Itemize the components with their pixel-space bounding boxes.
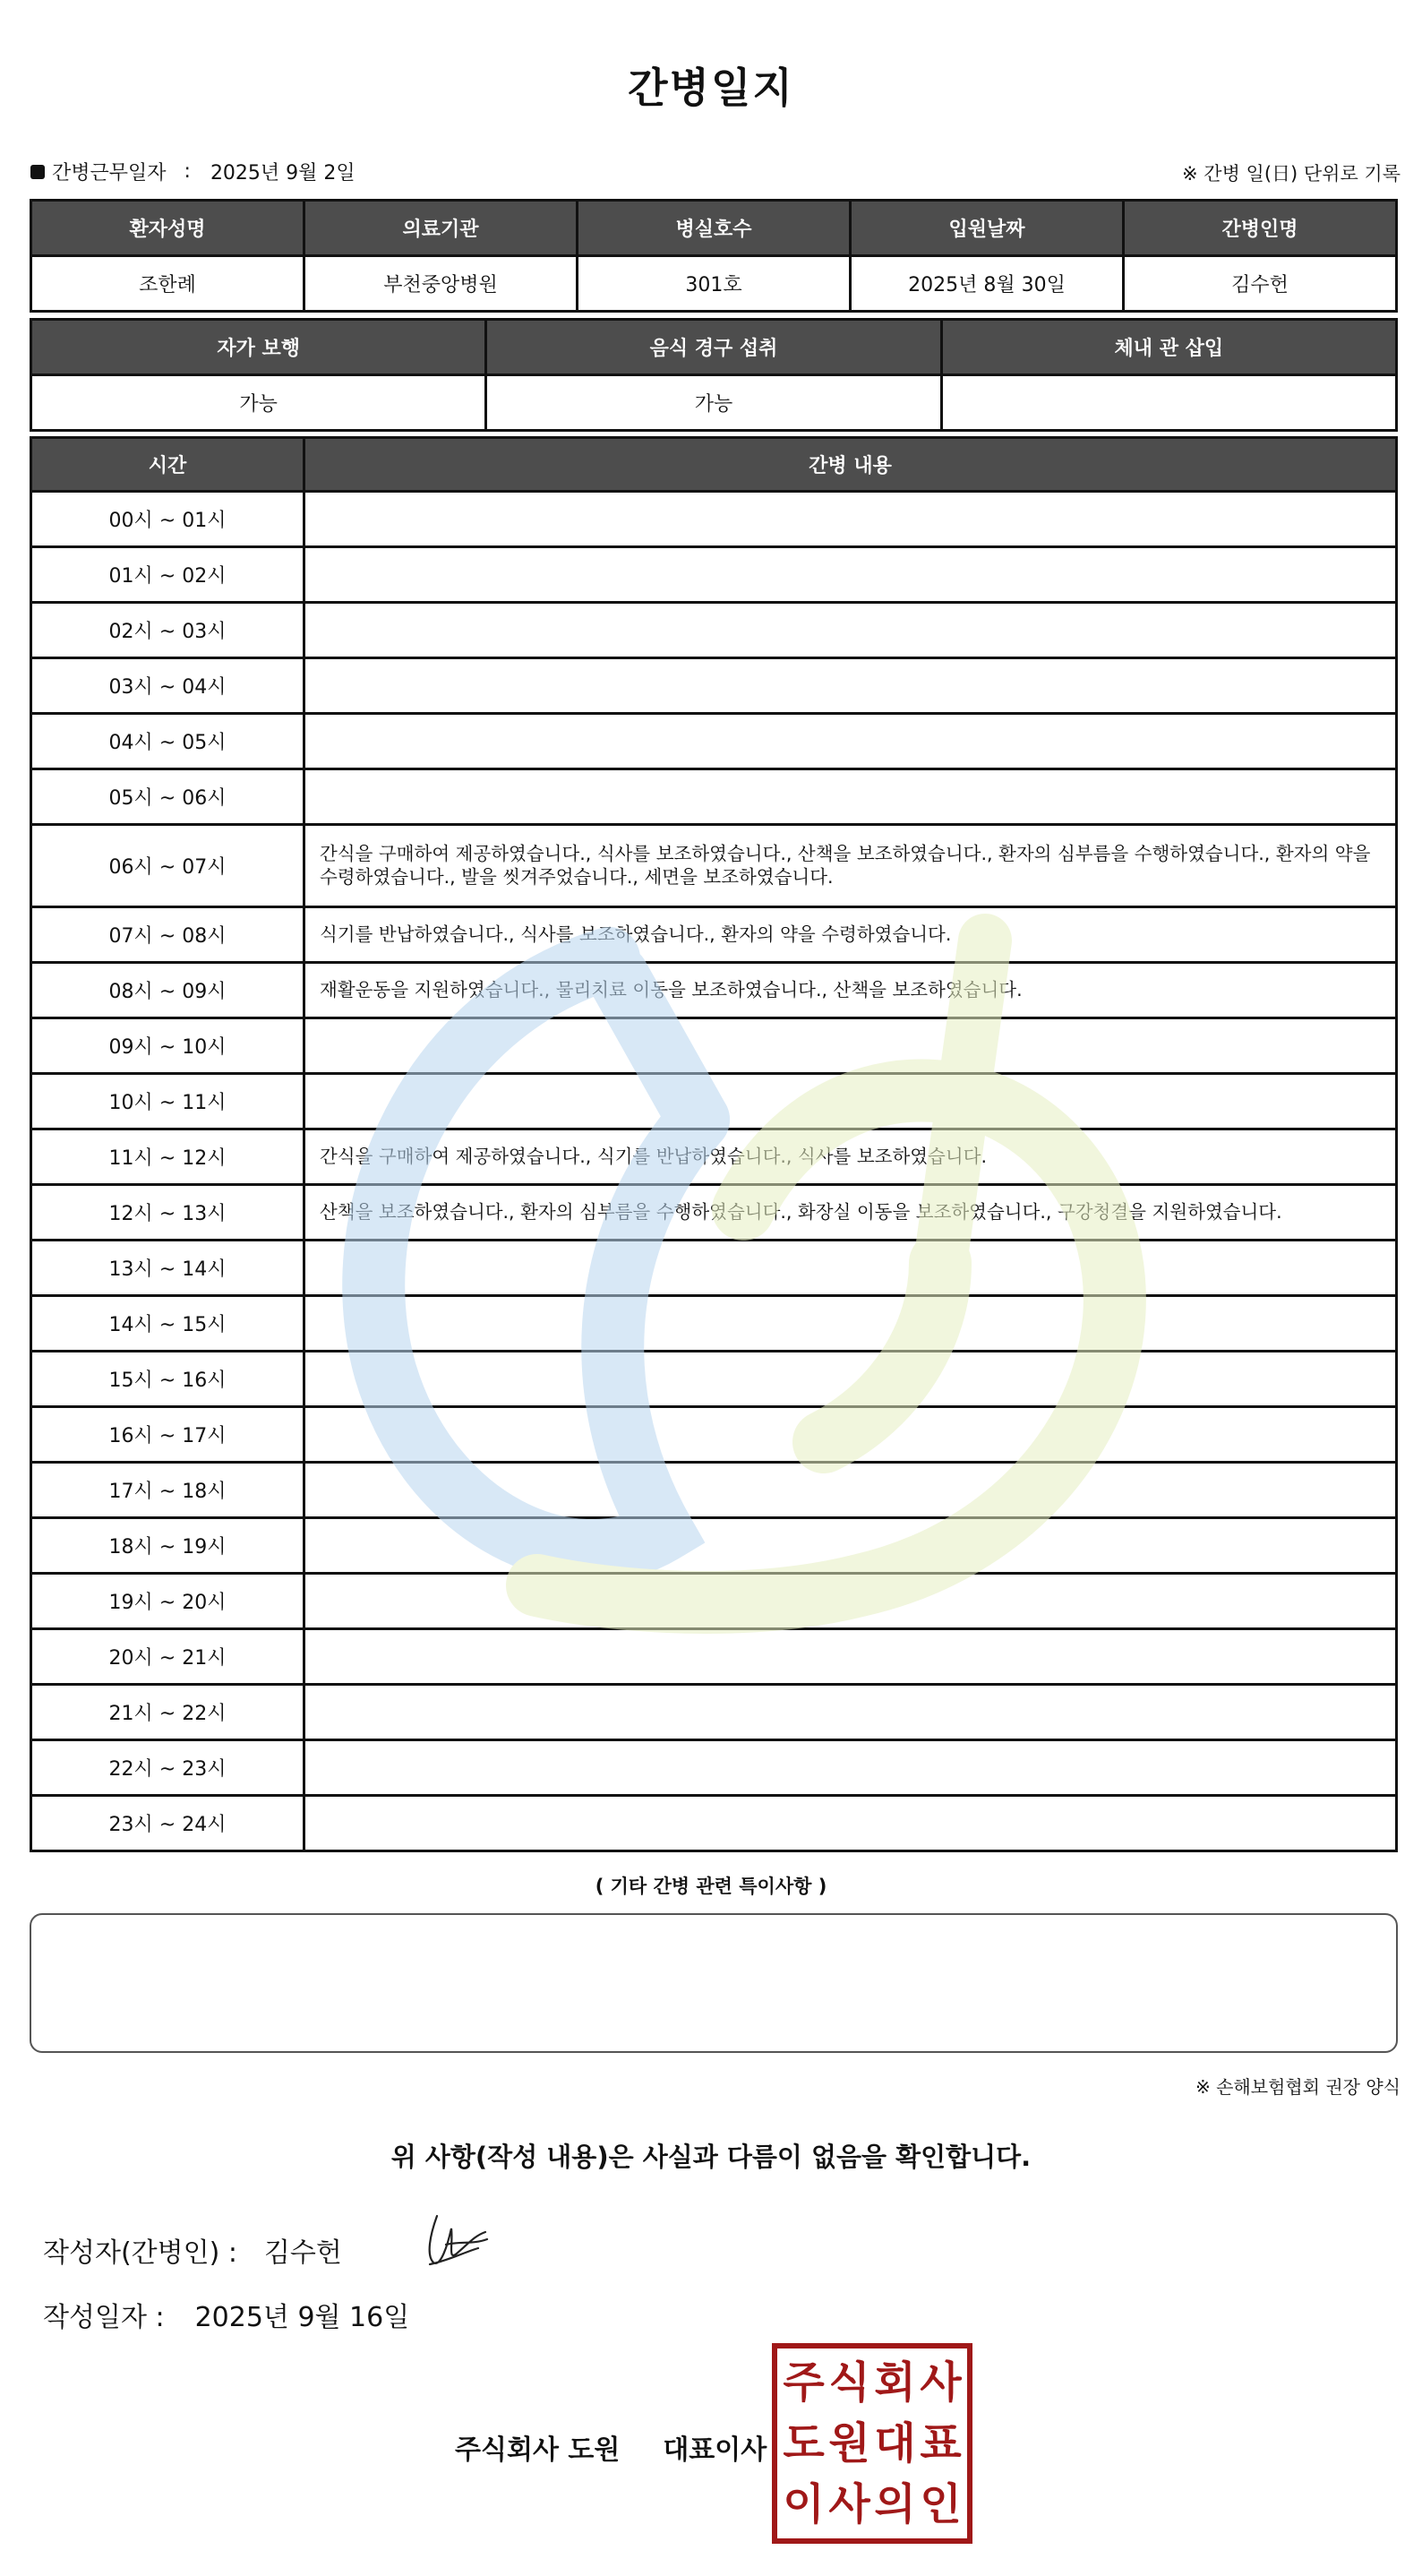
patient-header-room: 병실호수: [578, 201, 851, 256]
patient-header-row: [31, 201, 1397, 256]
table-row: [31, 1241, 1397, 1296]
table-row: [31, 1629, 1397, 1685]
table-row: [31, 1463, 1397, 1518]
ability-header-tube: 체내 관 삽입: [941, 320, 1396, 375]
log-content: [304, 769, 1397, 825]
log-time: 20시 ~ 21시: [31, 1629, 304, 1685]
seal-char: 주: [783, 2357, 825, 2408]
table-row: [31, 1296, 1397, 1352]
duty-date-line: [30, 158, 356, 185]
company-representative-title: 대표이사: [663, 2434, 767, 2466]
patient-value-row: [31, 256, 1397, 312]
table-row: [31, 1574, 1397, 1629]
table-row: [31, 547, 1397, 603]
log-time: 18시 ~ 19시: [31, 1518, 304, 1574]
remarks-title: ( 기타 간병 관련 특이사항 ): [595, 1876, 827, 1897]
log-header-row: [31, 438, 1397, 492]
table-row: [31, 825, 1397, 907]
log-content: [304, 492, 1397, 547]
table-row: [31, 1352, 1397, 1407]
log-time: 16시 ~ 17시: [31, 1407, 304, 1463]
log-time: 02시 ~ 03시: [31, 603, 304, 658]
table-row: [31, 1129, 1397, 1185]
log-time: 04시 ~ 05시: [31, 714, 304, 769]
ability-header-walking: 자가 보행: [31, 320, 486, 375]
remarks-box: [30, 1913, 1398, 2053]
patient-info-table: [30, 199, 1398, 313]
log-time: 21시 ~ 22시: [31, 1685, 304, 1740]
log-time: 06시 ~ 07시: [31, 825, 304, 907]
table-row: [31, 963, 1397, 1018]
log-content: [304, 1796, 1397, 1851]
log-content: [304, 658, 1397, 714]
log-time: 09시 ~ 10시: [31, 1018, 304, 1074]
log-content: [304, 1463, 1397, 1518]
log-content: [304, 1685, 1397, 1740]
log-time: 00시 ~ 01시: [31, 492, 304, 547]
square-bullet-icon: [30, 165, 45, 179]
log-time: 23시 ~ 24시: [31, 1796, 304, 1851]
seal-char: 회: [874, 2357, 916, 2408]
table-row: [31, 1796, 1397, 1851]
table-row: [31, 1740, 1397, 1796]
ability-header-oral-intake: 음식 경구 섭취: [486, 320, 941, 375]
log-time: 15시 ~ 16시: [31, 1352, 304, 1407]
patient-header-hospital: 의료기관: [304, 201, 578, 256]
table-row: [31, 1018, 1397, 1074]
ability-value-row: [31, 375, 1397, 431]
written-date-value: 2025년 9월 16일: [194, 2302, 410, 2333]
company-line: [455, 2427, 767, 2467]
unit-note: ※ 간병 일(日) 단위로 기록: [1182, 163, 1401, 185]
log-header-content: 간병 내용: [304, 438, 1397, 492]
log-content: [304, 1241, 1397, 1296]
log-time: 13시 ~ 14시: [31, 1241, 304, 1296]
table-row: [31, 769, 1397, 825]
table-row: [31, 603, 1397, 658]
written-date-label: 작성일자 :: [43, 2302, 165, 2333]
page-title: 간병일지: [628, 64, 794, 112]
log-content: [304, 714, 1397, 769]
writer-label: 작성자(간병인) :: [43, 2237, 237, 2269]
log-time: 10시 ~ 11시: [31, 1074, 304, 1129]
table-row: [31, 492, 1397, 547]
seal-char: 도: [783, 2418, 825, 2469]
log-content: [304, 1518, 1397, 1574]
log-time: 19시 ~ 20시: [31, 1574, 304, 1629]
seal-char: 표: [920, 2418, 962, 2469]
log-content: [304, 603, 1397, 658]
log-content: [304, 547, 1397, 603]
ability-header-row: [31, 320, 1397, 375]
seal-char: 식: [828, 2357, 870, 2408]
log-content: [304, 1352, 1397, 1407]
duty-date-value: 2025년 9월 2일: [210, 162, 356, 185]
log-content: 식기를 반납하였습니다., 식사를 보조하였습니다., 환자의 약을 수령하였습니다.: [304, 907, 1397, 963]
duty-date-label: 간병근무일자: [52, 162, 167, 185]
caregiver-name: 김수헌: [1124, 256, 1397, 312]
log-time: 11시 ~ 12시: [31, 1129, 304, 1185]
log-content: [304, 1574, 1397, 1629]
log-time: 05시 ~ 06시: [31, 769, 304, 825]
log-time: 01시 ~ 02시: [31, 547, 304, 603]
table-row: [31, 1074, 1397, 1129]
table-row: [31, 1685, 1397, 1740]
duty-date-separator: :: [184, 160, 191, 183]
ability-tube: [941, 375, 1396, 431]
log-time: 12시 ~ 13시: [31, 1185, 304, 1241]
seal-char: 대: [874, 2418, 916, 2469]
seal-char: 이: [783, 2479, 825, 2529]
log-content: [304, 1629, 1397, 1685]
table-row: [31, 1518, 1397, 1574]
log-time: 17시 ~ 18시: [31, 1463, 304, 1518]
patient-header-caregiver: 간병인명: [1124, 201, 1397, 256]
table-row: [31, 658, 1397, 714]
care-log-table: [30, 436, 1398, 1852]
seal-char: 원: [828, 2418, 870, 2469]
log-time: 22시 ~ 23시: [31, 1740, 304, 1796]
writer-row: [43, 2230, 342, 2270]
company-seal-stamp: [772, 2343, 972, 2544]
confirmation-statement: 위 사항(작성 내용)은 사실과 다름이 없음을 확인합니다.: [390, 2142, 1032, 2172]
patient-header-admission: 입원날짜: [851, 201, 1124, 256]
written-date-row: [43, 2295, 409, 2334]
company-name: 주식회사 도원: [455, 2434, 621, 2466]
seal-char: 사: [828, 2479, 870, 2529]
table-row: [31, 907, 1397, 963]
room-number: 301호: [578, 256, 851, 312]
log-time: 08시 ~ 09시: [31, 963, 304, 1018]
writer-name: 김수헌: [263, 2237, 342, 2269]
log-content: 간식을 구매하여 제공하였습니다., 식기를 반납하였습니다., 식사를 보조하였습니다.: [304, 1129, 1397, 1185]
table-row: [31, 1407, 1397, 1463]
log-time: 14시 ~ 15시: [31, 1296, 304, 1352]
patient-header-name: 환자성명: [31, 201, 304, 256]
table-row: [31, 1185, 1397, 1241]
seal-char: 사: [920, 2357, 962, 2408]
log-content: 산책을 보조하였습니다., 환자의 심부름을 수행하였습니다., 화장실 이동을 보조하였습니다., 구강청결을 지원하였습니다.: [304, 1185, 1397, 1241]
seal-char: 인: [920, 2479, 962, 2529]
log-content: [304, 1074, 1397, 1129]
log-content: [304, 1018, 1397, 1074]
ability-walking: 가능: [31, 375, 486, 431]
ability-oral-intake: 가능: [486, 375, 941, 431]
log-header-time: 시간: [31, 438, 304, 492]
log-content: [304, 1296, 1397, 1352]
log-content: [304, 1407, 1397, 1463]
signature-icon: [421, 2209, 493, 2273]
log-content: [304, 1740, 1397, 1796]
form-source-note: ※ 손해보험협회 권장 양식: [1195, 2076, 1401, 2098]
log-time: 03시 ~ 04시: [31, 658, 304, 714]
log-content: 재활운동을 지원하였습니다., 물리치료 이동을 보조하였습니다., 산책을 보조하였습니다.: [304, 963, 1397, 1018]
table-row: [31, 714, 1397, 769]
admission-date: 2025년 8월 30일: [851, 256, 1124, 312]
seal-char: 의: [874, 2479, 916, 2529]
patient-ability-table: [30, 318, 1398, 432]
hospital-name: 부천중앙병원: [304, 256, 578, 312]
patient-name: 조한례: [31, 256, 304, 312]
log-content: 간식을 구매하여 제공하였습니다., 식사를 보조하였습니다., 산책을 보조하였습니다., 환자의 심부름을 수행하였습니다., 환자의 약을 수령하였습니다., 발을 씻겨주었습니다., 세면을 보조하였습니다.: [304, 825, 1397, 907]
log-time: 07시 ~ 08시: [31, 907, 304, 963]
